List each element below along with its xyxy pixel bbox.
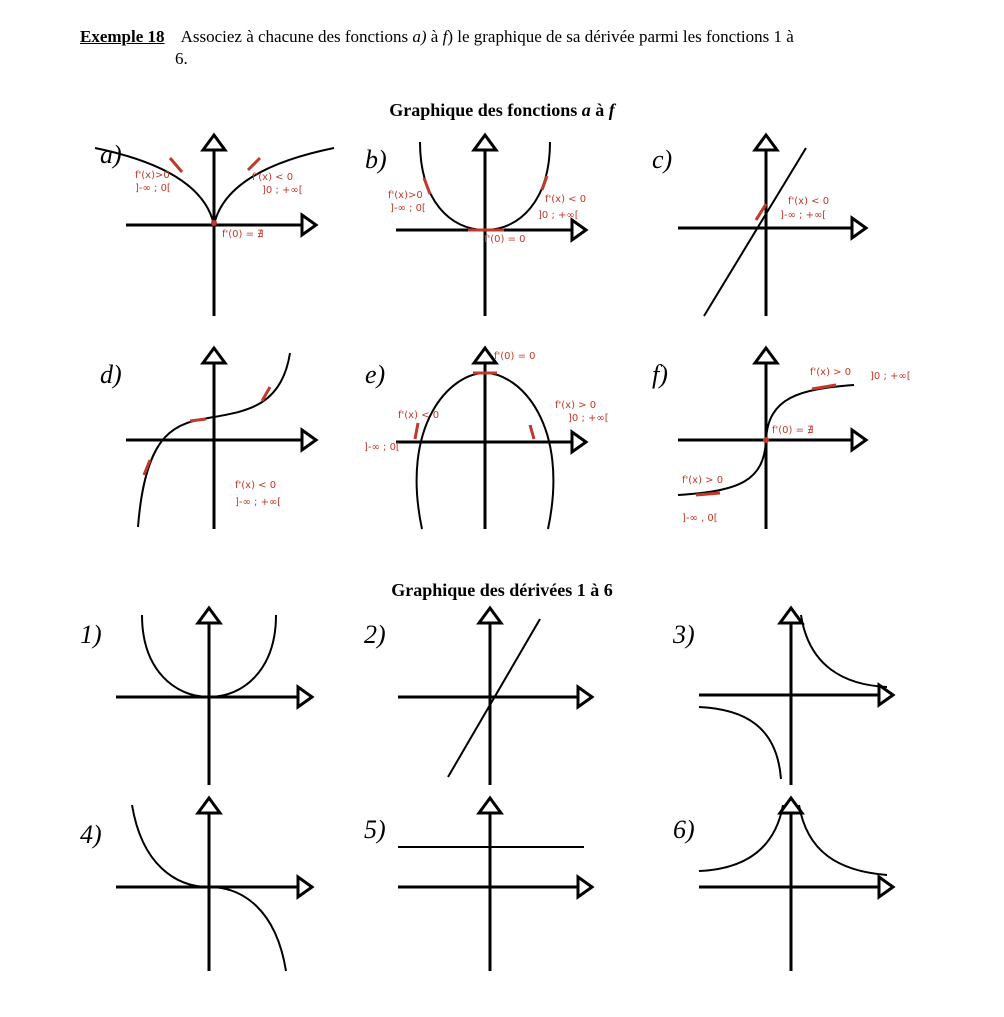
function-f-note-3: f'(0) = ∄ [772,425,814,436]
function-graph-e [360,345,680,545]
derivative-1-plot [80,605,400,805]
derivative-5-plot [360,795,680,995]
function-d-label: d) [100,360,122,389]
function-graph-b [360,130,680,330]
function-a-note-4: ]0 ; +∞[ [262,185,303,196]
instruction-start: Associez à chacune des fonctions [180,27,409,46]
function-c-note-1: f'(x) < 0 [788,196,830,207]
function-e-note-1: f'(0) = 0 [494,351,536,362]
derivative-graph-4 [80,795,400,995]
derivative-graph-3 [665,605,985,805]
derivative-4-plot [80,795,400,995]
derivative-3-label: 3) [673,620,695,649]
function-graph-f [640,345,960,545]
function-graph-c [640,130,960,330]
function-a-note-2: ]-∞ ; 0[ [135,183,171,194]
function-e-note-2: f'(x) < 0 [398,410,440,421]
function-e-label: e) [365,360,386,389]
instruction-range-f: f [442,27,448,46]
function-d-note-1: f'(x) < 0 [235,480,277,491]
derivatives-section-title: Graphique des dérivées 1 à 6 [391,580,613,600]
function-b-note-1: f'(x)>0 [388,190,423,201]
function-b-plot [360,130,680,330]
function-b-label: b) [365,145,387,174]
function-e-plot [360,345,680,545]
derivative-graph-2 [360,605,680,805]
derivative-2-plot [360,605,680,805]
instruction-end: ) le graphique de sa dérivée parmi les fonctions 1 à [447,27,794,46]
function-f-note-5: ]-∞ , 0[ [682,513,718,524]
function-b-note-3: f'(x) < 0 [545,194,587,205]
instruction-range-a: a) [412,27,427,46]
function-c-plot [640,130,960,330]
function-a-note-5: f'(0) = ∄ [222,229,264,240]
function-a-note-3: f'(x) < 0 [252,172,294,183]
function-d-note-2: ]-∞ ; +∞[ [235,497,282,508]
functions-title-a: a [581,100,591,120]
function-c-note-2: ]-∞ ; +∞[ [780,210,827,221]
functions-title-text: Graphique des fonctions [389,100,578,120]
derivative-graph-5 [360,795,680,995]
function-b-note-5: f'(0) = 0 [484,234,526,245]
example-number: Exemple 18 [80,27,165,46]
function-f-label: f) [652,360,668,389]
function-f-note-4: f'(x) > 0 [682,475,724,486]
function-f-note-1: f'(x) > 0 [810,367,852,378]
derivative-5-label: 5) [364,815,386,844]
derivative-6-label: 6) [673,815,695,844]
instruction-to: à [430,27,439,46]
derivative-6-plot [665,795,985,995]
function-a-label: a) [100,140,122,169]
derivative-4-label: 4) [80,820,102,849]
function-b-note-4: ]0 ; +∞[ [538,210,579,221]
instruction-continuation: 6. [175,49,188,68]
derivative-graph-6 [665,795,985,995]
functions-title-to: à [595,100,605,120]
derivative-2-label: 2) [364,620,386,649]
function-f-note-2: ]0 ; +∞[ [870,371,911,382]
exercise-heading [80,26,960,68]
derivative-graph-1 [80,605,400,805]
derivative-1-label: 1) [80,620,102,649]
function-b-note-2: ]-∞ ; 0[ [390,203,426,214]
functions-title-f: f [608,100,615,120]
function-e-note-5: ]0 ; +∞[ [568,413,609,424]
function-c-label: c) [652,145,673,174]
function-e-note-3: ]-∞ ; 0[ [364,442,400,453]
function-a-note-1: f'(x)>0 [135,170,170,181]
function-e-note-4: f'(x) > 0 [555,400,597,411]
derivative-3-plot [665,605,985,805]
functions-section-title [0,100,1004,121]
